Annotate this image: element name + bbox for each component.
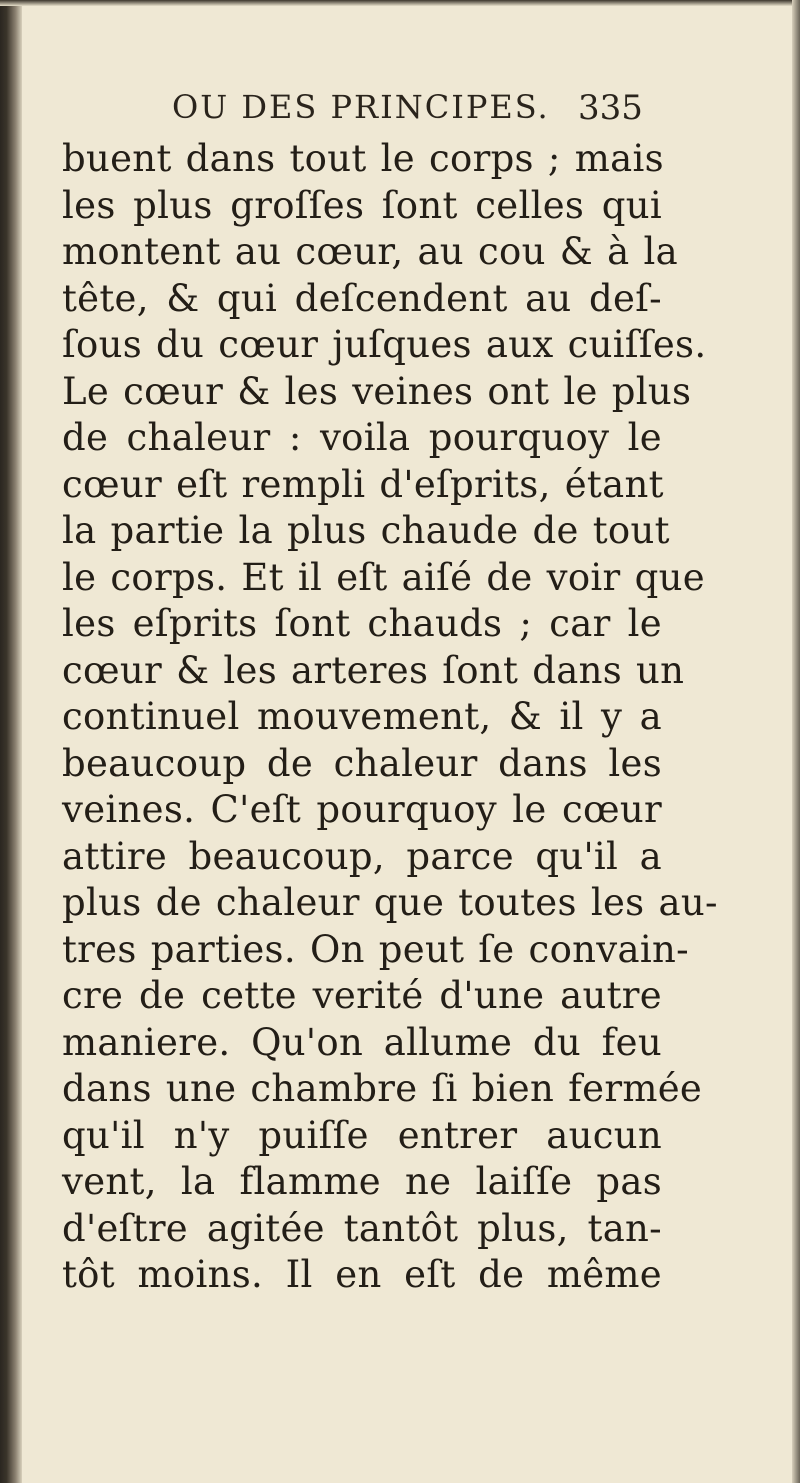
- text-line: cre de cette verité d'une autre: [62, 974, 662, 1017]
- text-line: les eſprits ſont chauds ; car le: [62, 602, 662, 645]
- page-header: [60, 88, 670, 138]
- body-text: [62, 136, 718, 1299]
- text-line: dans une chambre ſi bien fermée: [62, 1067, 703, 1110]
- text-line: attire beaucoup, parce qu'il a: [62, 834, 662, 878]
- text-line: continuel mouvement, & il y a: [62, 695, 662, 738]
- page-right-edge: [792, 0, 800, 1483]
- text-line: de chaleur : voila pourquoy le: [62, 416, 662, 459]
- text-line: tôt moins. Il en eſt de même: [62, 1253, 662, 1296]
- page-number: 335: [578, 88, 643, 128]
- text-line: cœur eſt rempli d'eſprits, étant: [62, 462, 664, 506]
- text-line: la partie la plus chaude de tout: [62, 509, 670, 552]
- text-line: tête, & qui deſcendent au deſ-: [62, 276, 662, 320]
- text-line: qu'il n'y puiſſe entrer aucun: [62, 1113, 662, 1157]
- page-top-edge: [0, 0, 800, 6]
- text-line: beaucoup de chaleur dans les: [62, 741, 662, 785]
- text-line: buent dans tout le corps ; mais: [62, 137, 664, 180]
- text-line: montent au cœur, au cou & à la: [62, 230, 678, 273]
- book-binding-edge: [0, 0, 22, 1483]
- text-line: maniere. Qu'on allume du feu: [62, 1020, 662, 1064]
- text-line: Le cœur & les veines ont le plus: [62, 369, 692, 413]
- text-line: les plus groſſes ſont celles qui: [62, 183, 662, 227]
- text-line: ſous du cœur juſques aux cuiſſes.: [62, 323, 707, 366]
- text-line: tres parties. On peut ſe convain-: [62, 927, 689, 971]
- text-line: plus de chaleur que toutes les au-: [62, 881, 718, 924]
- text-line: cœur & les arteres ſont dans un: [62, 648, 685, 692]
- text-line: le corps. Et il eſt aiſé de voir que: [62, 555, 705, 599]
- text-line: veines. C'eſt pourquoy le cœur: [62, 788, 662, 831]
- text-line: vent, la flamme ne laiſſe pas: [62, 1160, 662, 1203]
- text-line: d'eſtre agitée tantôt plus, tan-: [62, 1206, 662, 1250]
- running-title: OU DES PRINCIPES.: [172, 88, 550, 126]
